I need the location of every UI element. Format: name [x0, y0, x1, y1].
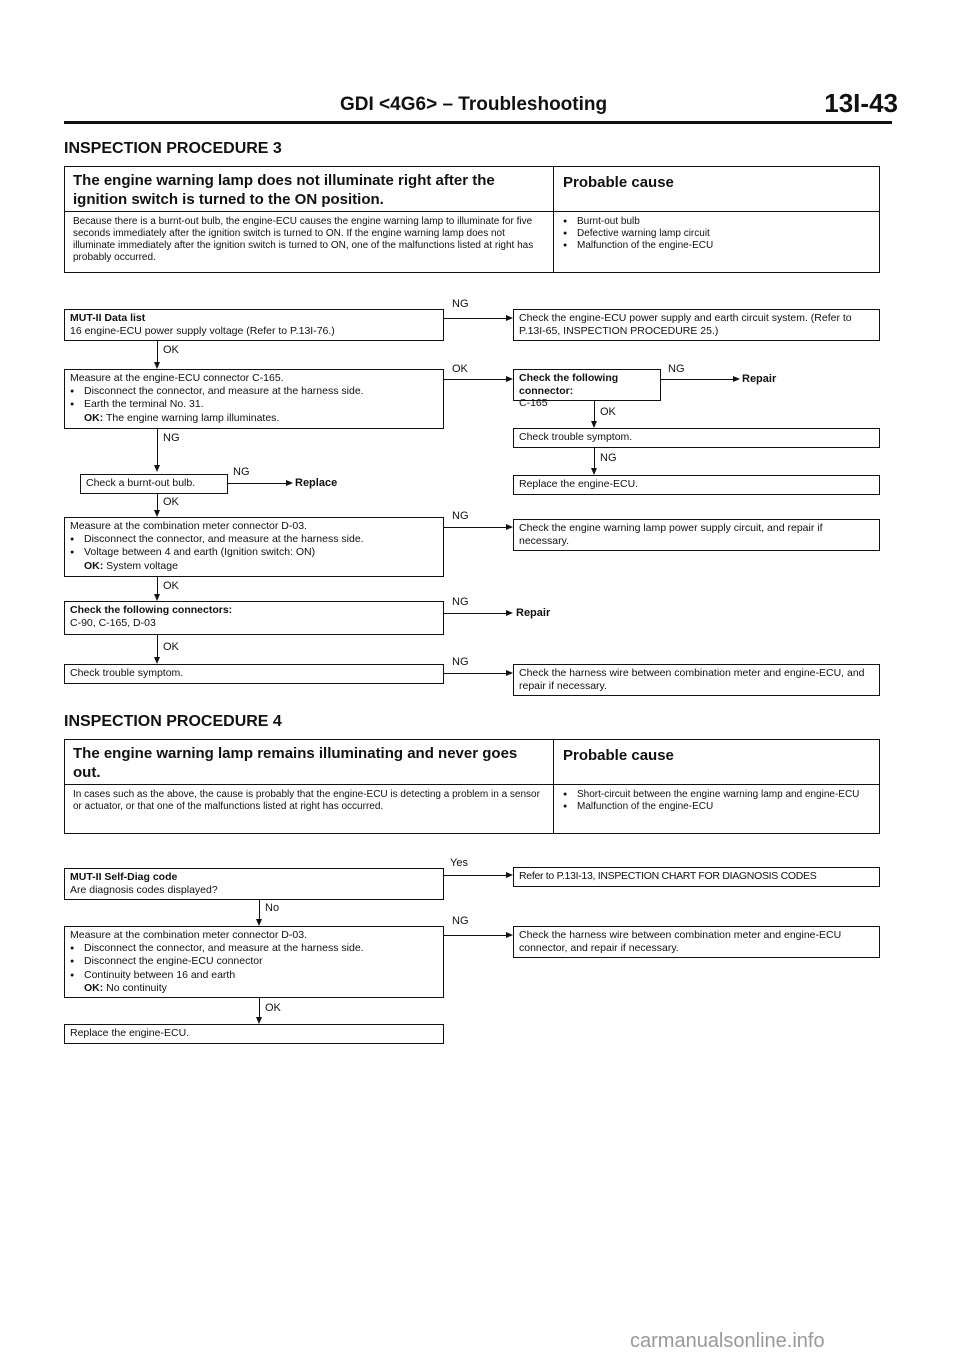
watermark: carmanualsonline.info [630, 1330, 825, 1352]
bullet-item: ● Earth the terminal No. 31. [70, 398, 438, 412]
arrow-down-icon [154, 465, 160, 472]
ok-label: OK [163, 641, 179, 653]
ok-label: OK [600, 406, 616, 418]
bullet-item: ● Disconnect the engine-ECU connector [70, 955, 438, 969]
flow-box-check-trouble-symptom: Check trouble symptom. [64, 664, 444, 684]
arrow-right-icon [506, 610, 513, 616]
page-number: 13I-43 [824, 88, 898, 118]
box-title: Check the following connector: [519, 372, 619, 397]
ok-condition-label: OK: [84, 559, 104, 572]
ng-label: NG [668, 363, 685, 375]
probable-cause-heading: Probable cause [563, 174, 674, 191]
flow-box-replace-ecu: Replace the engine-ECU. [64, 1024, 444, 1044]
flow-box-mut-data-list [64, 309, 444, 341]
flow-box-check-power-supply: Check the engine-ECU power supply and earth circuit system. (Refer to P.13I-65, INSPECTION PROCEDURE 25.) [513, 309, 880, 341]
ok-label: OK [265, 1002, 281, 1014]
ok-condition-label: OK: [84, 982, 104, 994]
repair-action: Repair [742, 373, 777, 385]
ok-label: OK [163, 580, 179, 592]
connector-line [259, 998, 260, 1019]
symptom-description: In cases such as the above, the cause is probably that the engine-ECU is detecting a problem in a sensor or actuator, or that one of the malfunctions listed at right has occurred. [73, 789, 540, 812]
arrow-right-icon [506, 524, 513, 530]
cause-item: ● Burnt-out bulb [563, 216, 863, 228]
connector-line [661, 379, 733, 380]
table-divider [553, 740, 554, 834]
connector-line [594, 448, 595, 470]
box-title: MUT-II Data list [70, 312, 146, 324]
procedure-3-title: INSPECTION PROCEDURE 3 [64, 140, 282, 157]
connector-line [594, 401, 595, 423]
flow-box-check-bulb: Check a burnt-out bulb. [80, 474, 228, 494]
symptom-description: Because there is a burnt-out bulb, the engine-ECU causes the engine warning lamp to illuminate for five seconds immediately after the ignition switch is turned to ON. If the engine warning lamp does not illuminate immediately after the ignition switch is turned to ON, one of the malfunctions listed at right has probably occurred. [73, 216, 534, 263]
flow-box-check-lamp-circuit: Check the engine warning lamp power supply circuit, and repair if necessary. [513, 519, 880, 551]
ok-condition [70, 982, 438, 995]
cause-item: ● Defective warning lamp circuit [563, 228, 863, 240]
flow-box-refer-chart: Refer to P.13I-13, INSPECTION CHART FOR DIAGNOSIS CODES [513, 867, 880, 887]
connector-line [444, 673, 506, 674]
procedure-4-title: INSPECTION PROCEDURE 4 [64, 713, 282, 730]
connector-line [228, 483, 286, 484]
ng-label: NG [452, 915, 469, 927]
header-rule [64, 121, 892, 124]
arrow-down-icon [154, 657, 160, 664]
cause-item: ● Short-circuit between the engine warning lamp and engine-ECU [563, 789, 875, 801]
ok-label: OK [163, 496, 179, 508]
arrow-right-icon [506, 376, 513, 382]
procedure-4-symptom-table [64, 739, 880, 834]
ok-condition-label: OK: [84, 411, 104, 424]
flow-box-measure-ecu-connector [64, 369, 444, 429]
arrow-down-icon [591, 468, 597, 475]
ok-condition-text: System voltage [106, 559, 178, 572]
connector-line [259, 900, 260, 921]
bullet-item: ● Continuity between 16 and earth [70, 969, 438, 983]
flow-box-check-harness: Check the harness wire between combination meter and engine-ECU connector, and repair if necessary. [513, 926, 880, 958]
replace-action: Replace [295, 477, 338, 489]
box-text: Measure at the combination meter connector D-03. [70, 929, 307, 941]
bullet-item: ● Disconnect the connector, and measure at the harness side. [70, 385, 438, 399]
connector-line [444, 527, 506, 528]
arrow-down-icon [154, 594, 160, 601]
bullet-item: ● Disconnect the connector, and measure at the harness side. [70, 533, 438, 547]
ok-condition [70, 560, 438, 573]
flow-box-measure-meter-connector [64, 926, 444, 998]
ng-label: NG [600, 452, 617, 464]
ok-condition-text: No continuity [106, 982, 167, 994]
bullet-item: ● Disconnect the connector, and measure at the harness side. [70, 942, 438, 956]
yes-label: Yes [450, 857, 468, 869]
box-value: C-165 [519, 397, 548, 409]
cause-item: ● Malfunction of the engine-ECU [563, 801, 875, 813]
cause-item: ● Malfunction of the engine-ECU [563, 240, 863, 252]
probable-cause-list [563, 216, 863, 252]
page-header-title: GDI <4G6> – Troubleshooting [340, 94, 608, 115]
ok-label: OK [452, 363, 468, 375]
ng-label: NG [452, 298, 469, 310]
ng-label: NG [233, 466, 250, 478]
flow-box-check-connector [513, 369, 661, 409]
ok-condition [70, 412, 438, 425]
flow-box-check-connectors [64, 601, 444, 635]
ok-label: OK [163, 344, 179, 356]
arrow-right-icon [506, 932, 513, 938]
no-label: No [265, 902, 280, 914]
procedure-3-symptom-table [64, 166, 880, 273]
arrow-down-icon [154, 362, 160, 369]
arrow-right-icon [506, 872, 513, 878]
box-text: C-90, C-165, D-03 [70, 616, 156, 629]
box-text: Are diagnosis codes displayed? [70, 883, 218, 896]
box-text: Measure at the combination meter connector D-03. [70, 520, 307, 532]
connector-line [444, 318, 506, 319]
connector-line [157, 429, 158, 467]
ng-label: NG [452, 596, 469, 608]
symptom-heading: The engine warning lamp remains illuminating and never goes out. [73, 745, 518, 781]
table-divider [65, 784, 880, 785]
flow-box-mut-self-diag [64, 868, 444, 900]
arrow-right-icon [286, 480, 293, 486]
arrow-right-icon [506, 315, 513, 321]
arrow-right-icon [733, 376, 740, 382]
connector-line [444, 613, 506, 614]
connector-line [444, 935, 506, 936]
box-title: Check the following connectors: [70, 604, 233, 616]
table-divider [553, 167, 554, 273]
arrow-down-icon [154, 510, 160, 517]
repair-action: Repair [516, 607, 551, 619]
flow-box-replace-ecu: Replace the engine-ECU. [513, 475, 880, 495]
flow-box-check-harness: Check the harness wire between combination meter and engine-ECU, and repair if necessary. [513, 664, 880, 696]
connector-line [444, 379, 506, 380]
ng-label: NG [452, 656, 469, 668]
arrow-down-icon [256, 919, 262, 926]
box-text: Measure at the engine-ECU connector C-165. [70, 372, 284, 384]
symptom-heading: The engine warning lamp does not illuminate right after the ignition switch is turned to the ON position. [73, 172, 495, 208]
connector-line [444, 875, 506, 876]
box-title: MUT-II Self-Diag code [70, 871, 178, 883]
ok-condition-text: The engine warning lamp illuminates. [105, 411, 280, 424]
ng-label: NG [163, 432, 180, 444]
bullet-item: ● Voltage between 4 and earth (Ignition switch: ON) [70, 546, 438, 560]
connector-line [157, 341, 158, 364]
connector-line [157, 635, 158, 659]
arrow-down-icon [256, 1017, 262, 1024]
flow-box-measure-meter-connector [64, 517, 444, 577]
probable-cause-heading: Probable cause [563, 747, 674, 764]
table-divider [65, 211, 880, 212]
box-text: 16 engine-ECU power supply voltage (Refer to P.13I-76.) [70, 324, 335, 337]
arrow-right-icon [506, 670, 513, 676]
ng-label: NG [452, 510, 469, 522]
flow-box-check-trouble-symptom: Check trouble symptom. [513, 428, 880, 448]
probable-cause-list [563, 789, 875, 813]
arrow-down-icon [591, 421, 597, 428]
